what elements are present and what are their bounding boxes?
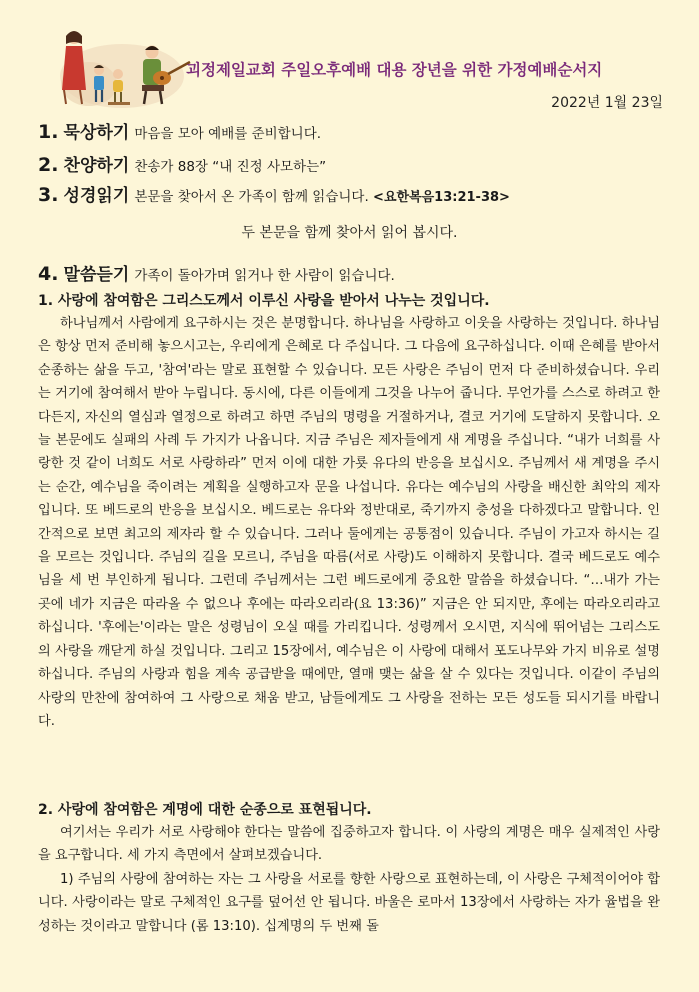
step-meditate bbox=[38, 118, 321, 143]
page-title: 괴정제일교회 주일오후예배 대용 장년을 위한 가정예배순서지 bbox=[186, 61, 603, 79]
scripture-reference: <요한복음13:21-38> bbox=[373, 190, 510, 205]
section-2-heading: 2. 사랑에 참여함은 계명에 대한 순종으로 표현됩니다. bbox=[38, 802, 372, 818]
reading-note: 두 본문을 함께 찾아서 읽어 봅시다. bbox=[241, 225, 458, 241]
step-scripture bbox=[38, 181, 510, 206]
step-heading: 말씀듣기 bbox=[63, 265, 130, 285]
step-sermon bbox=[38, 260, 395, 285]
section-2-paragraph-intro: 여기서는 우리가 서로 사랑해야 한다는 말씀에 집중하고자 합니다. 이 사랑의 계명은 매우 실제적인 사랑을 요구합니다. 세 가지 측면에서 살펴보겠습니다. bbox=[38, 825, 660, 864]
step-number: 3. bbox=[38, 184, 59, 206]
section-1-paragraph: 하나님께서 사람에게 요구하시는 것은 분명합니다. 하나님을 사랑하고 이웃을 사랑하는 것입니다. 하나님은 항상 먼저 준비해 놓으시고는, 우리에게 은혜로 다 주십니다. 그 다음에 요구하십니다. 이때 은혜를 받아서 순종하는 삶을 두고, '참여'라는 말로 표현할 수 있습니다. 모든 사랑은 주님이 먼저 다 준비하셨습니다. 우리는 거기에 참여해서 받아 누립니다. 동시에, 다른 이들에게 그것을 나누어 줍니다. 무언가를 스스로 하려고 한다든지, 자신의 열심과 열정으로 하려고 하면 주님의 명령을 거절하거나, 결코 거기에 도달하지 못합니다. 오늘 본문에도 실패의 사례 두 가지가 나옵니다. 지금 주님은 제자들에게 새 계명을 주십니다. “내가 너희를 사랑한 것 같이 너희도 서로 사랑하라” 먼저 이에 대한 가룟 유다의 반응을 보십시오. 주님께서 새 계명을 주시는 순간, 예수님을 죽이려는 계획을 실행하고자 문을 나섭니다. 유다는 예수님의 사랑을 배신한 최악의 제자입니다. 또 베드로의 반응을 보십시오. 베드로는 유다와 정반대로, 죽기까지 충성을 다하겠다고 말합니다. 인간적으로 보면 최고의 제자라 할 수 있습니다. 그러나 둘에게는 공통점이 있습니다. 주님이 가고자 하시는 길을 모르는 것입니다. 주님의 길을 모르니, 주님을 따름(서로 사랑)도 이해하지 못합니다. 결국 베드로도 예수님을 세 번 부인하게 됩니다. 그런데 주님께서는 그런 베드로에게 중요한 말씀을 하셨습니다. “…내가 가는 곳에 네가 지금은 따라올 수 없으나 후에는 따라오리라(요 13:36)” 지금은 안 되지만, 후에는 따라오리라고 하십니다. '후에는'이라는 말은 성령님이 오실 때를 가리킵니다. 성령께서 오시면, 지식에 뛰어넘는 그리스도의 사랑을 깨닫게 하실 것입니다. 그리고 15장에서, 예수님은 이 사랑에 대해서 포도나무와 가지 비유로 설명하십니다. 주님의 사랑과 힘을 계속 공급받을 때에만, 열매 맺는 삶을 살 수 있다는 것입니다. 이같이 주님의 사랑의 만찬에 참여하여 그 사랑으로 채움 받고, 남들에게도 그 사랑을 전하는 모든 성도들 되시기를 바랍니다. bbox=[38, 316, 660, 729]
section-2-paragraph-point-1: 1) 주님의 사랑에 참여하는 자는 그 사랑을 서로를 향한 사랑으로 표현하는데, 이 사랑은 구체적이어야 합니다. 사랑이라는 말로 구체적인 요구를 덮어선 안 됩니다. 바울은 로마서 13장에서 사랑하는 자가 율법을 완성하는 것이라고 말합니다 (롬 13:10). 십계명의 두 번째 돌 bbox=[38, 872, 660, 934]
stool bbox=[108, 102, 130, 105]
step-praise bbox=[38, 151, 326, 176]
step-heading: 성경읽기 bbox=[63, 186, 130, 206]
step-heading: 묵상하기 bbox=[63, 123, 130, 143]
step-description: 마음을 모아 예배를 준비합니다. bbox=[134, 126, 322, 142]
worship-date: 2022년 1월 23일 bbox=[551, 95, 663, 111]
step-heading: 찬양하기 bbox=[63, 156, 130, 176]
step-number: 4. bbox=[38, 263, 59, 285]
section-1-heading: 1. 사랑에 참여함은 그리스도께서 이루신 사랑을 받아서 나누는 것입니다. bbox=[38, 293, 490, 309]
step-number: 2. bbox=[38, 154, 59, 176]
step-description: 찬송가 88장 “내 진정 사모하는” bbox=[134, 159, 327, 175]
step-description: 본문을 찾아서 온 가족이 함께 읽습니다. bbox=[134, 189, 374, 205]
family-worship-illustration bbox=[44, 26, 194, 110]
step-description: 가족이 돌아가며 읽거나 한 사람이 읽습니다. bbox=[134, 268, 395, 284]
step-number: 1. bbox=[38, 121, 59, 143]
